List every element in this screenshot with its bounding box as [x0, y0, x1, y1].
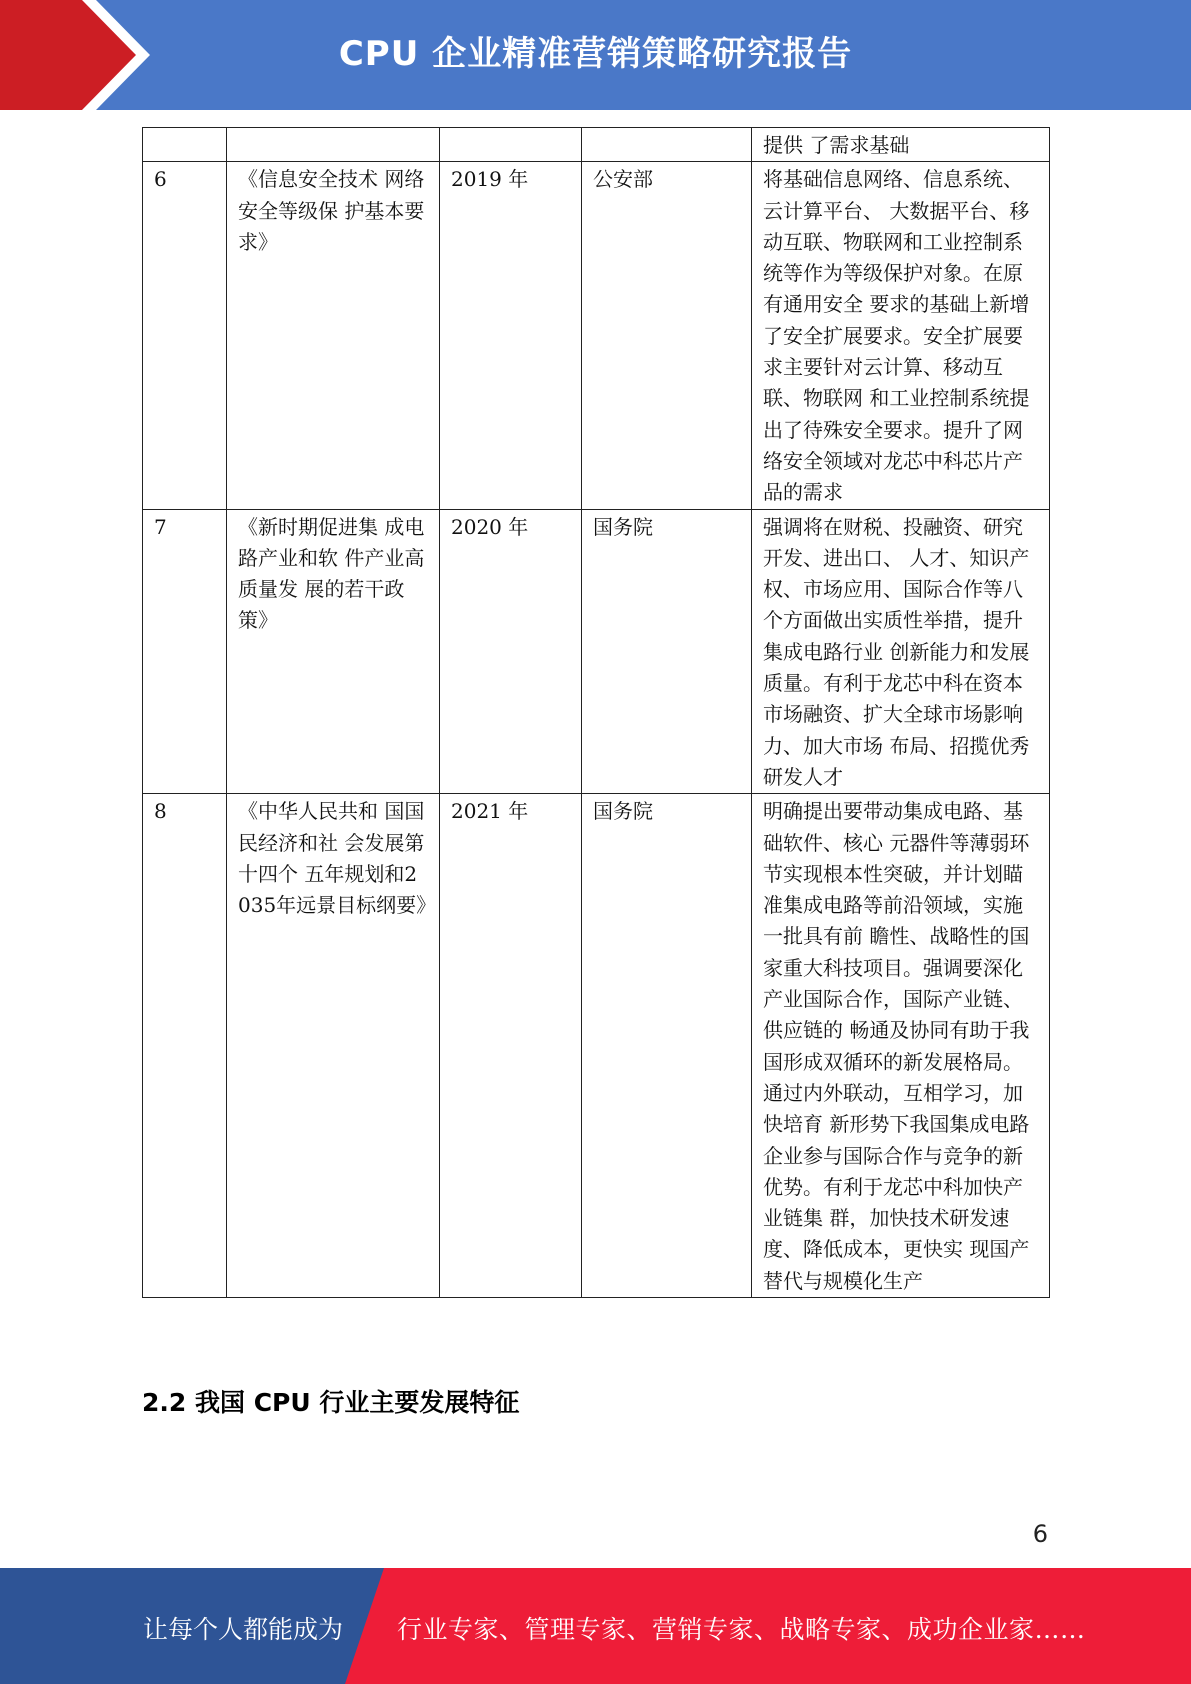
- cell-year: 2019 年: [440, 162, 582, 509]
- cell-number: 8: [143, 794, 227, 1298]
- cell-issuer: 公安部: [582, 162, 752, 509]
- footer-slogan-left: 让每个人都能成为: [143, 1615, 344, 1644]
- cell-policy-title: 《新时期促进集 成电路产业和软 件产业高质量发 展的若干政策》: [227, 509, 440, 794]
- table-row: [143, 509, 1050, 794]
- page-header: [0, 0, 1191, 110]
- footer-slogan-right: 行业专家、管理专家、营销专家、战略专家、成功企业家……: [397, 1615, 1086, 1644]
- cell-content: 将基础信息网络、信息系统、云计算平台、 大数据平台、移动互联、物联网和工业控制系统等作为等级保护对象。在原有通用安全 要求的基础上新增了安全扩展要求。安全扩展要求主要针对云计算、移动互联、物联网 和工业控制系统提出了待殊安全要求。提升了网络安全领域对龙芯中科芯片产品的需求: [752, 162, 1050, 509]
- cell-policy-title: [227, 128, 440, 162]
- cell-issuer: 国务院: [582, 794, 752, 1298]
- cell-year: [440, 128, 582, 162]
- cell-issuer: [582, 128, 752, 162]
- cell-number: 6: [143, 162, 227, 509]
- cell-content: 明确提出要带动集成电路、基础软件、核心 元器件等薄弱环节实现根本性突破，并计划瞄准集成电路等前沿领域，实施一批具有前 瞻性、战略性的国家重大科技项目。强调要深化产业国际合作，国际产业链、供应链的 畅通及协同有助于我国形成双循环的新发展格局。通过内外联动，互相学习，加快培育 新形势下我国集成电路企业参与国际合作与竞争的新优势。有利于龙芯中科加快产业链集 群，加快技术研发速度、降低成本，更快实 现国产替代与规模化生产: [752, 794, 1050, 1298]
- table-row: [143, 794, 1050, 1298]
- cell-issuer: 国务院: [582, 509, 752, 794]
- cell-number: 7: [143, 509, 227, 794]
- table-row: [143, 162, 1050, 509]
- page-number: 6: [1032, 1520, 1048, 1548]
- report-title: CPU 企业精准营销策略研究报告: [338, 34, 853, 74]
- section-heading: 2.2 我国 CPU 行业主要发展特征: [142, 1388, 520, 1417]
- cell-policy-title: 《信息安全技术 网络安全等级保 护基本要求》: [227, 162, 440, 509]
- cell-year: 2021 年: [440, 794, 582, 1298]
- cell-year: 2020 年: [440, 509, 582, 794]
- cell-policy-title: 《中华人民共和 国国民经济和社 会发展第十四个 五年规划和2035年远景目标纲要》: [227, 794, 440, 1298]
- cell-content: 强调将在财税、投融资、研究开发、进出口、 人才、知识产权、市场应用、国际合作等八 个方面做出实质性举措，提升集成电路行业 创新能力和发展质量。有利于龙芯中科在资本 市场融资、扩大全球市场影响力、加大市场 布局、招揽优秀研发人才: [752, 509, 1050, 794]
- policy-table: [142, 127, 1050, 1298]
- cell-number: [143, 128, 227, 162]
- page-footer: [0, 1568, 1191, 1684]
- table-row: [143, 128, 1050, 162]
- cell-content: 提供 了需求基础: [752, 128, 1050, 162]
- policy-table-container: [142, 127, 1050, 1298]
